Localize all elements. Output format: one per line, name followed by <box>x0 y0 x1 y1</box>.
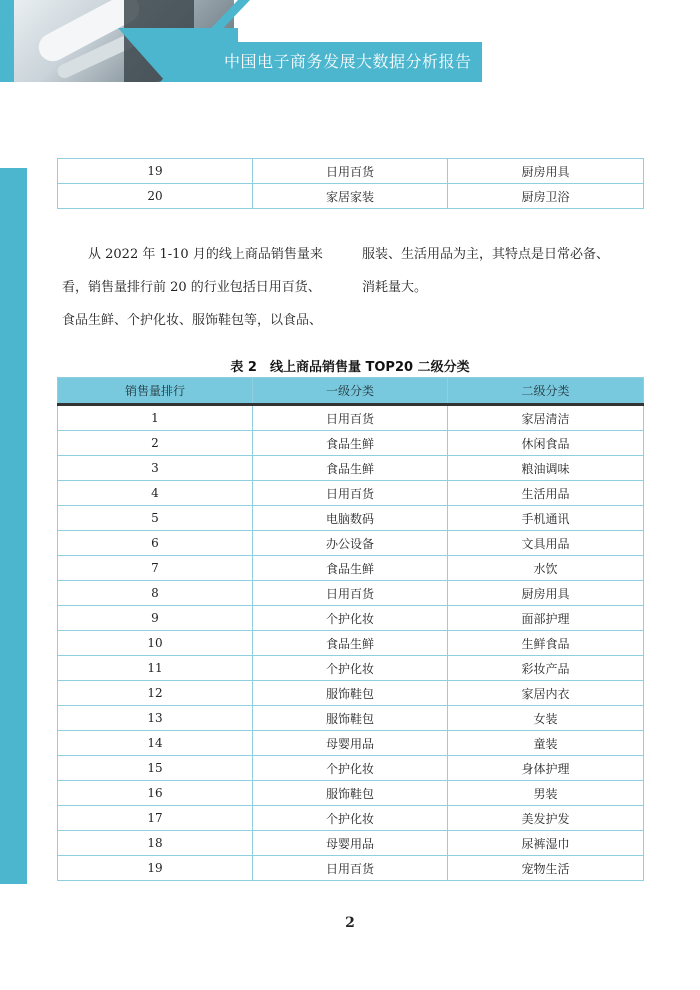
category-l2-cell: 生鲜食品 <box>448 631 644 656</box>
table-2-caption: 表 2 线上商品销售量 TOP20 二级分类 <box>230 360 470 375</box>
category-l2-cell: 粮油调味 <box>448 456 644 481</box>
table-row <box>58 731 644 756</box>
table-row <box>58 706 644 731</box>
report-title: 中国电子商务发展大数据分析报告 <box>212 42 482 82</box>
rank-cell: 1 <box>58 405 253 431</box>
category-l2-cell: 女装 <box>448 706 644 731</box>
category-l1-cell: 个护化妆 <box>253 606 448 631</box>
category-l2-cell: 厨房用具 <box>448 581 644 606</box>
rank-cell: 15 <box>58 756 253 781</box>
rank-cell: 3 <box>58 456 253 481</box>
body-paragraph-right <box>362 238 642 304</box>
category-l1-cell: 食品生鲜 <box>253 431 448 456</box>
table-1-continued <box>57 158 644 209</box>
table-2-top20 <box>57 377 644 881</box>
table-row <box>58 781 644 806</box>
category-l1-cell: 日用百货 <box>253 159 448 184</box>
category-l2-cell: 文具用品 <box>448 531 644 556</box>
table-row <box>58 405 644 431</box>
category-l1-cell: 服饰鞋包 <box>253 781 448 806</box>
header-category-l1: 一级分类 <box>253 378 448 405</box>
rank-cell: 10 <box>58 631 253 656</box>
rank-cell: 7 <box>58 556 253 581</box>
rank-cell: 12 <box>58 681 253 706</box>
category-l1-cell: 食品生鲜 <box>253 456 448 481</box>
category-l1-cell: 日用百货 <box>253 481 448 506</box>
table-row <box>58 506 644 531</box>
category-l1-cell: 服饰鞋包 <box>253 706 448 731</box>
category-l1-cell: 办公设备 <box>253 531 448 556</box>
category-l2-cell: 家居清洁 <box>448 405 644 431</box>
category-l1-cell: 食品生鲜 <box>253 556 448 581</box>
body-paragraph-left <box>62 238 352 337</box>
header-category-l2: 二级分类 <box>448 378 644 405</box>
category-l2-cell: 尿裤湿巾 <box>448 831 644 856</box>
rank-cell: 16 <box>58 781 253 806</box>
category-l2-cell: 生活用品 <box>448 481 644 506</box>
category-l2-cell: 童装 <box>448 731 644 756</box>
table-row <box>58 831 644 856</box>
paragraph-line: 消耗量大。 <box>362 280 428 295</box>
category-l2-cell: 美发护发 <box>448 806 644 831</box>
table-row <box>58 481 644 506</box>
category-l2-cell: 休闲食品 <box>448 431 644 456</box>
rank-cell: 14 <box>58 731 253 756</box>
table-row <box>58 456 644 481</box>
category-l1-cell: 食品生鲜 <box>253 631 448 656</box>
rank-cell: 9 <box>58 606 253 631</box>
table-row <box>58 431 644 456</box>
table-row <box>58 656 644 681</box>
header-rank: 销售量排行 <box>58 378 253 405</box>
rank-cell: 17 <box>58 806 253 831</box>
category-l2-cell: 家居内衣 <box>448 681 644 706</box>
category-l1-cell: 个护化妆 <box>253 656 448 681</box>
category-l1-cell: 个护化妆 <box>253 756 448 781</box>
rank-cell: 5 <box>58 506 253 531</box>
table-row <box>58 631 644 656</box>
category-l1-cell: 个护化妆 <box>253 806 448 831</box>
rank-cell: 19 <box>58 159 253 184</box>
category-l2-cell: 面部护理 <box>448 606 644 631</box>
rank-cell: 19 <box>58 856 253 881</box>
category-l2-cell: 彩妆产品 <box>448 656 644 681</box>
rank-cell: 11 <box>58 656 253 681</box>
rank-cell: 4 <box>58 481 253 506</box>
category-l2-cell: 手机通讯 <box>448 506 644 531</box>
category-l1-cell: 母婴用品 <box>253 731 448 756</box>
table-row <box>58 756 644 781</box>
category-l2-cell: 男装 <box>448 781 644 806</box>
category-l2-cell: 身体护理 <box>448 756 644 781</box>
paragraph-line: 食品生鲜、个护化妆、服饰鞋包等，以食品、 <box>62 313 323 328</box>
paragraph-line: 从 2022 年 1-10 月的线上商品销售量来 <box>88 247 323 262</box>
rank-cell: 13 <box>58 706 253 731</box>
table-row <box>58 556 644 581</box>
table-header-row <box>58 378 644 405</box>
rank-cell: 18 <box>58 831 253 856</box>
rank-cell: 2 <box>58 431 253 456</box>
table-row <box>58 581 644 606</box>
table-row <box>58 681 644 706</box>
table-row <box>58 856 644 881</box>
category-l1-cell: 家居家装 <box>253 184 448 209</box>
category-l1-cell: 电脑数码 <box>253 506 448 531</box>
category-l1-cell: 日用百货 <box>253 581 448 606</box>
category-l1-cell: 日用百货 <box>253 405 448 431</box>
category-l1-cell: 服饰鞋包 <box>253 681 448 706</box>
table-row <box>58 606 644 631</box>
rank-cell: 6 <box>58 531 253 556</box>
category-l2-cell: 厨房用具 <box>448 159 644 184</box>
table-row <box>58 806 644 831</box>
side-accent-bar <box>0 168 27 884</box>
category-l2-cell: 水饮 <box>448 556 644 581</box>
category-l1-cell: 日用百货 <box>253 856 448 881</box>
table-row <box>58 184 644 209</box>
category-l2-cell: 厨房卫浴 <box>448 184 644 209</box>
page-number: 2 <box>345 915 355 931</box>
table-row <box>58 531 644 556</box>
paragraph-line: 看，销售量排行前 20 的行业包括日用百货、 <box>62 280 321 295</box>
rank-cell: 20 <box>58 184 253 209</box>
rank-cell: 8 <box>58 581 253 606</box>
table-row <box>58 159 644 184</box>
paragraph-line: 服装、生活用品为主，其特点是日常必备、 <box>362 247 610 262</box>
header-accent-strip <box>0 0 14 82</box>
category-l2-cell: 宠物生活 <box>448 856 644 881</box>
category-l1-cell: 母婴用品 <box>253 831 448 856</box>
